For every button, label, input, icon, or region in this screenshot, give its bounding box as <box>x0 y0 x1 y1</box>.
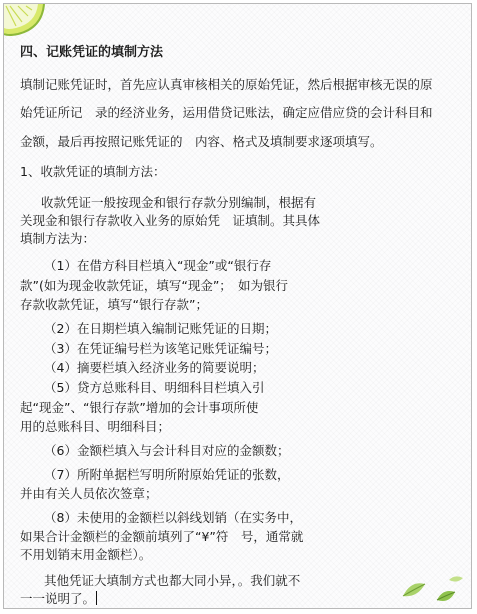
body-line-text: 一一说明了。 <box>20 591 96 606</box>
intro-line: 金额，最后再按照记账凭证的 内容、格式及填制要求逐项填写。 <box>20 134 383 149</box>
body-line: 填制方法为： <box>20 231 96 246</box>
intro-line: 填制记账凭证时，首先应认真审核相关的原始凭证，然后根据审核无误的原 <box>20 77 433 92</box>
body-line: （7）所附单据栏写明所附原始凭证的张数， <box>44 467 290 482</box>
body-line: 关现金和银行存款收入业务的原始凭 证填制。其具体 <box>20 213 321 228</box>
body-line: 其他凭证大填制方式也都大同小异，。我们就不 <box>44 573 301 588</box>
body-line: （8）未使用的金额栏以斜线划销（在实务中， <box>44 510 302 525</box>
leaves-decoration-icon <box>397 570 467 606</box>
body-line: 存款收款凭证，填写“银行存款”； <box>20 297 208 312</box>
body-line: 如果合计金额栏的金额前填列了“¥”符 号，通常就 <box>20 529 304 544</box>
lime-slice-icon <box>4 4 64 44</box>
body-line: 不用划销末用金额栏）。 <box>20 547 152 562</box>
body-line-last <box>20 590 461 608</box>
body-line: 起“现金”、“银行存款”增加的会计事项所使 <box>20 400 259 415</box>
body-line: （2）在日期栏填入编制记账凭证的日期； <box>44 321 277 336</box>
body-line: 用的总账科目、明细科目； <box>20 419 171 434</box>
intro-line: 始凭证所记 录的经济业务，运用借贷记账法，确定应借应贷的会计科目和 <box>20 105 433 120</box>
body-line: 款”(如为现金收款凭证，填写“现金”； 如为银行 <box>20 278 289 293</box>
body-line: （6）金额栏填入与会计科目对应的金额数； <box>44 443 290 458</box>
subsection-title: 1、收款凭证的填制方法： <box>20 164 166 179</box>
body-line: 收款凭证一般按现金和银行存款分别编制，根据有 <box>41 195 317 210</box>
body-line: （3）在凭证编号栏为该笔记账凭证编号； <box>44 341 277 356</box>
body-line: 并由有关人员依次签章； <box>20 486 158 501</box>
body-line: （5）贷方总账科目、明细科目栏填入引 <box>44 380 265 395</box>
body-line: （1）在借方科目栏填入“现金”或“银行存 <box>44 258 272 273</box>
text-cursor <box>96 591 97 605</box>
section-title: 四、记账凭证的填制方法 <box>20 45 164 60</box>
body-line: （4）摘要栏填入经济业务的简要说明； <box>44 360 265 375</box>
document-frame <box>3 3 472 609</box>
